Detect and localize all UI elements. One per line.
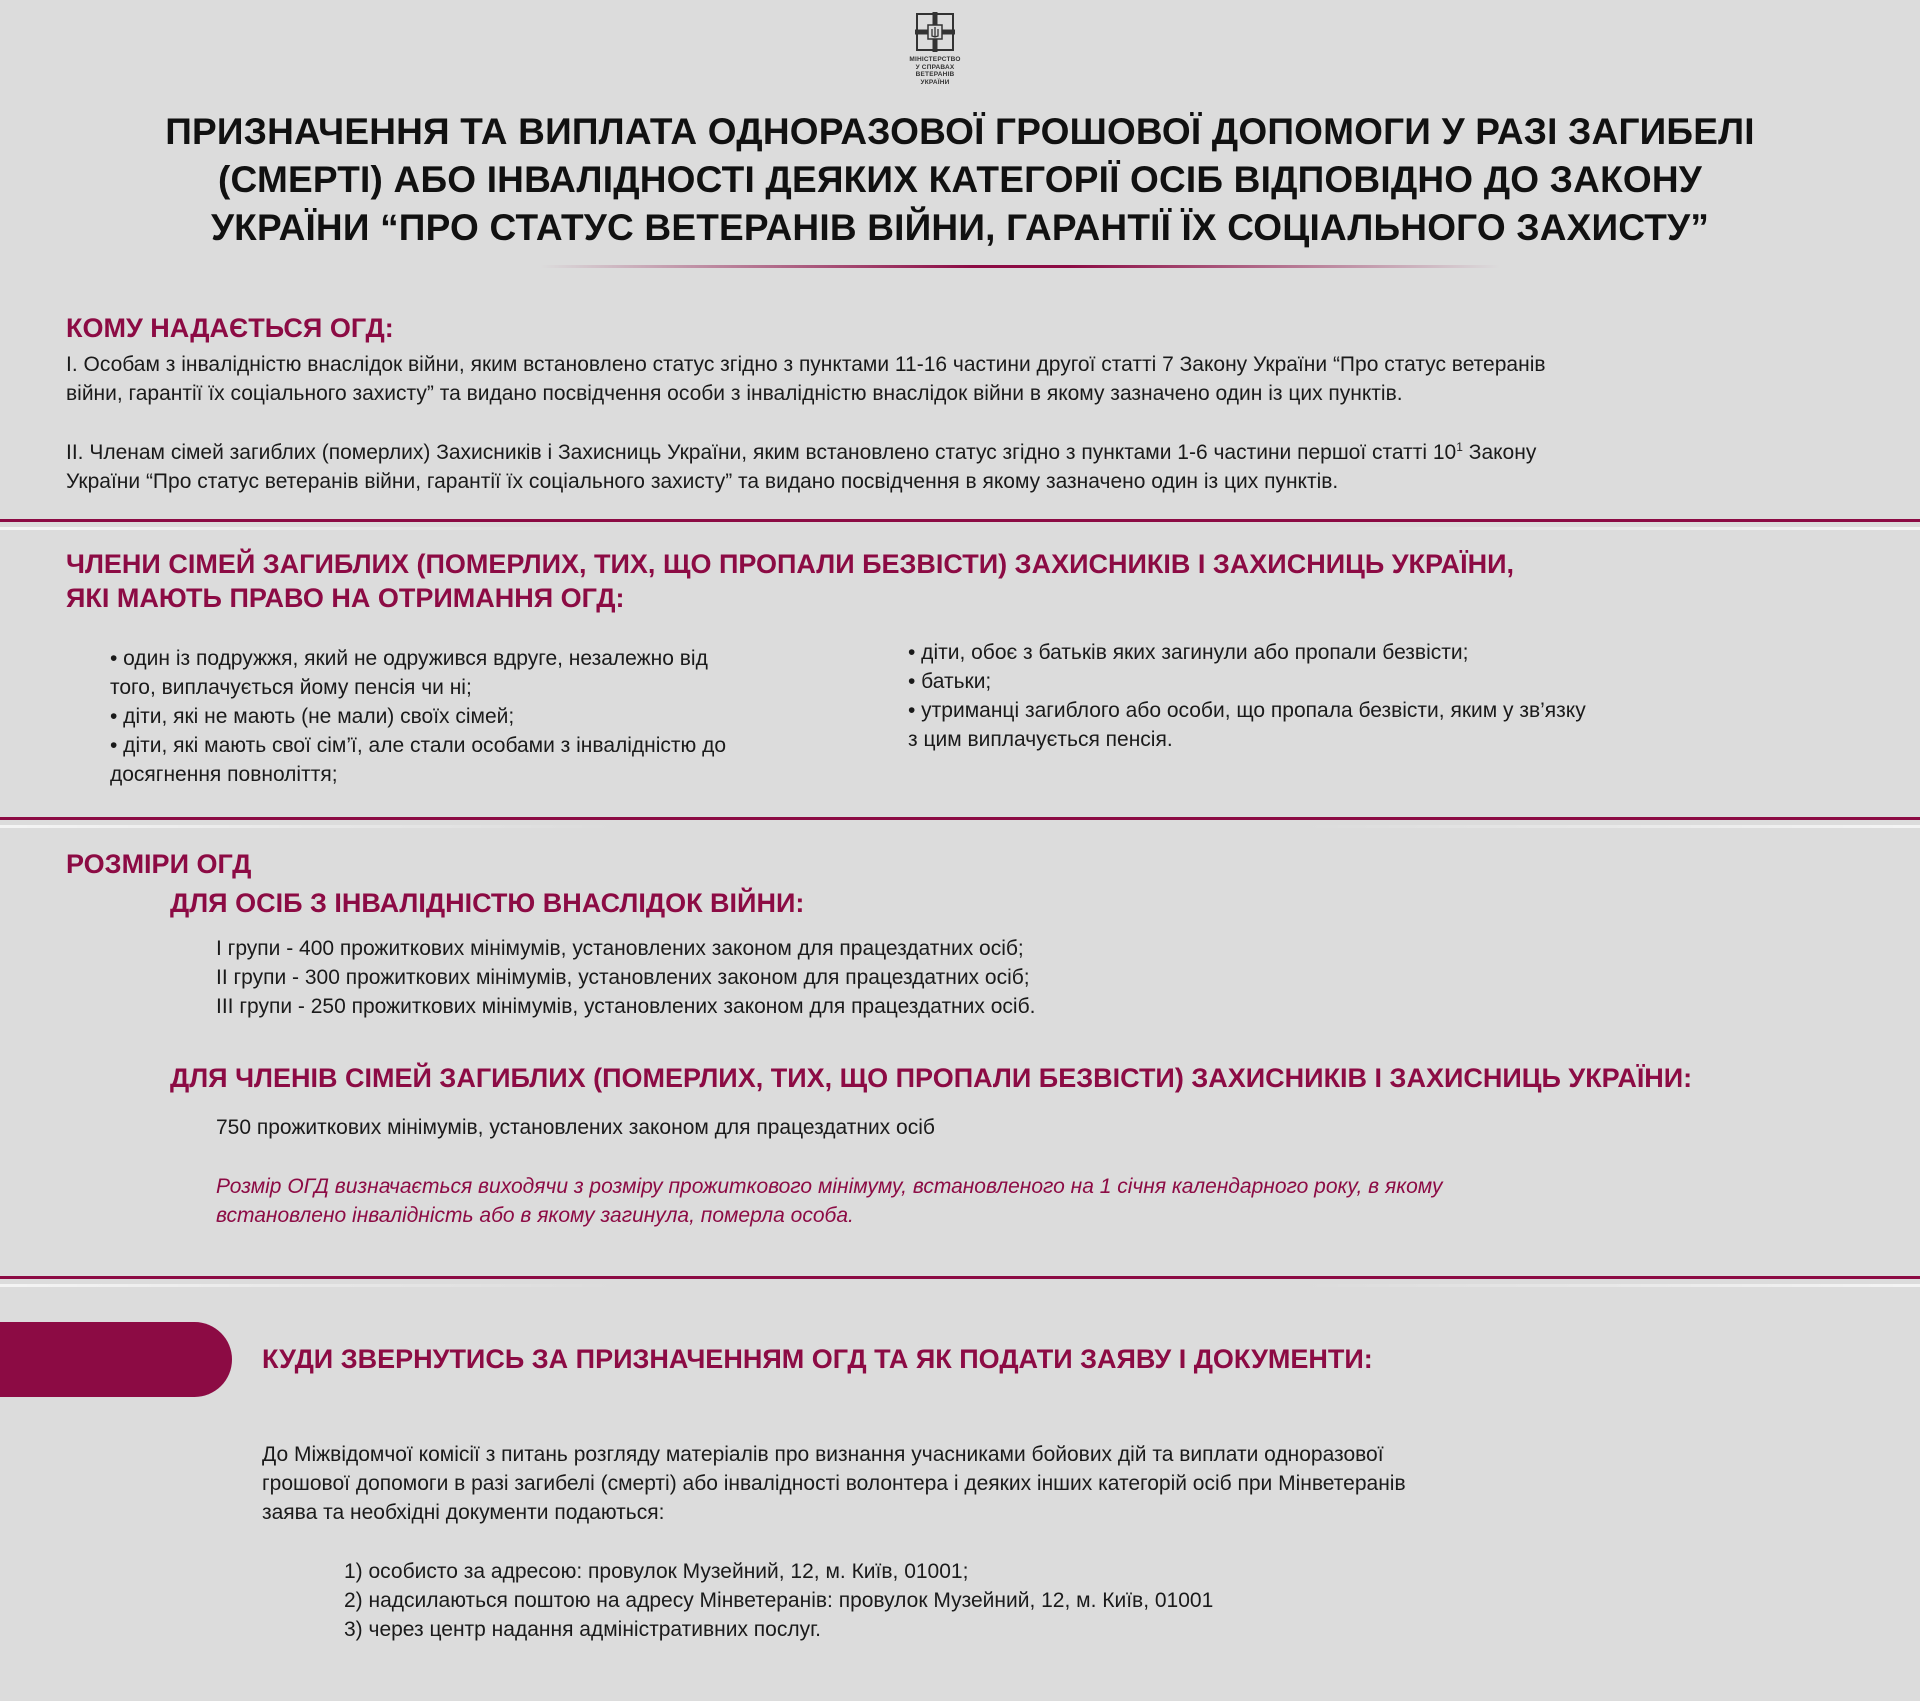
title-line: УКРАЇНИ “ПРО СТАТУС ВЕТЕРАНІВ ВІЙНИ, ГАРАНТІЇ ЇХ СОЦІАЛЬНОГО ЗАХИСТУ” <box>210 207 1710 248</box>
list-item: • один із подружжя, який не одружився вдруге, незалежно від <box>110 647 708 670</box>
option-item: 3) через центр надання адміністративних послуг. <box>344 1618 822 1641</box>
para-text: II. Членам сімей загиблих (померлих) Захисників і Захисниць України, яким встановлено статус згідно з пунктами 1-6 частини першої статті 10 <box>66 441 1457 464</box>
para-line: війни, гарантії їх соціального захисту” та видано посвідчення особи з інвалідністю внаслідок війни в якому зазначено один із цих пунктів. <box>66 382 1403 405</box>
divider-accent <box>1300 527 1920 530</box>
list-item: • діти, обоє з батьків яких загинули або пропали безвісти; <box>908 641 1469 664</box>
title-underline <box>540 265 1500 268</box>
para-line: України “Про статус ветеранів війни, гарантії їх соціального захисту” та видано посвідчення в якому зазначено один із цих пунктів. <box>66 470 1339 493</box>
family-subheading: ДЛЯ ЧЛЕНІВ СІМЕЙ ЗАГИБЛИХ (ПОМЕРЛИХ, ТИХ, ЩО ПРОПАЛИ БЕЗВІСТИ) ЗАХИСНИКІВ І ЗАХИСНИЦЬ УКРАЇНИ: <box>170 1063 1693 1093</box>
intro-line: До Міжвідомчої комісії з питань розгляду матеріалів про визнання учасниками бойових дій та виплати одноразової <box>262 1443 1384 1466</box>
ministry-logo <box>900 8 970 86</box>
section-divider <box>0 519 1920 522</box>
section-who-para1 <box>66 350 1886 408</box>
intro-line: грошової допомоги в разі загибелі (смерті) або інвалідності волонтера і деяких інших категорій осіб при Мінветеранів <box>262 1472 1406 1495</box>
divider-accent <box>1300 825 1920 828</box>
logo-line: У СПРАВАХ <box>915 63 955 71</box>
option-item: 1) особисто за адресою: провулок Музейний, 12, м. Київ, 01001; <box>344 1560 969 1583</box>
logo-line: ВЕТЕРАНІВ <box>915 71 955 78</box>
option-item: 2) надсилаються поштою на адресу Мінветеранів: провулок Музейний, 12, м. Київ, 01001 <box>344 1589 1214 1612</box>
divider-accent <box>0 527 620 530</box>
title-line: ПРИЗНАЧЕННЯ ТА ВИПЛАТА ОДНОРАЗОВОЇ ГРОШОВОЇ ДОПОМОГИ У РАЗІ ЗАГИБЕЛІ <box>165 111 1755 152</box>
list-item: з цим виплачується пенсія. <box>908 728 1173 751</box>
list-item: • батьки; <box>908 670 992 693</box>
family-amount: 750 прожиткових мінімумів, установлених законом для працездатних осіб <box>216 1116 935 1139</box>
logo-line: МІНІСТЕРСТВО <box>909 56 961 63</box>
note-line: Розмір ОГД визначається виходячи з розміру прожиткового мінімуму, встановленого на 1 січня календарного року, в якому <box>216 1175 1443 1198</box>
divider-accent <box>1300 1284 1920 1287</box>
disability-subheading: ДЛЯ ОСІБ З ІНВАЛІДНІСТЮ ВНАСЛІДОК ВІЙНИ: <box>170 888 805 918</box>
section-who-heading: КОМУ НАДАЄТЬСЯ ОГД: <box>66 313 394 343</box>
logo-line: УКРАЇНИ <box>920 78 950 86</box>
divider-accent <box>0 1284 620 1287</box>
page-title <box>60 108 1860 252</box>
title-line: (СМЕРТІ) АБО ІНВАЛІДНОСТІ ДЕЯКИХ КАТЕГОРІЇ ОСІБ ВІДПОВІДНО ДО ЗАКОНУ <box>218 159 1702 200</box>
group-line: II групи - 300 прожиткових мінімумів, установлених законом для працездатних осіб; <box>216 966 1030 989</box>
section-who-para2 <box>66 438 1886 496</box>
section-divider <box>0 1276 1920 1279</box>
group-line: III групи - 250 прожиткових мінімумів, установлених законом для працездатних осіб. <box>216 995 1036 1018</box>
disability-groups <box>216 934 1816 1021</box>
family-list-left <box>110 644 900 789</box>
article-superscript: 1 <box>1456 440 1463 454</box>
intro-line: заява та необхідні документи подаються: <box>262 1501 665 1524</box>
family-list-right <box>908 638 1828 754</box>
heading-line: ЯКІ МАЮТЬ ПРАВО НА ОТРИМАННЯ ОГД: <box>66 583 625 613</box>
divider-accent <box>0 825 620 828</box>
list-item: досягнення повноліття; <box>110 763 338 786</box>
amount-note <box>216 1172 1816 1230</box>
list-item: того, виплачується йому пенсія чи ні; <box>110 676 472 699</box>
section-family-heading <box>66 547 1886 615</box>
logo-caption <box>900 56 970 86</box>
para-text: Закону <box>1462 441 1537 464</box>
submission-options <box>344 1557 1844 1644</box>
note-line: встановлено інвалідність або в якому загинула, померла особа. <box>216 1204 854 1227</box>
group-line: I групи - 400 прожиткових мінімумів, установлених законом для працездатних осіб; <box>216 937 1024 960</box>
section-where-heading: КУДИ ЗВЕРНУТИСЬ ЗА ПРИЗНАЧЕННЯМ ОГД ТА ЯК ПОДАТИ ЗАЯВУ І ДОКУМЕНТИ: <box>262 1344 1373 1374</box>
section-marker-pill <box>0 1322 232 1397</box>
list-item: • діти, які не мають (не мали) своїх сімей; <box>110 705 515 728</box>
para-line: I. Особам з інвалідністю внаслідок війни, яким встановлено статус згідно з пунктами 11-16 частини другої статті 7 Закону України “Про статус ветеранів <box>66 353 1546 376</box>
heading-line: ЧЛЕНИ СІМЕЙ ЗАГИБЛИХ (ПОМЕРЛИХ, ТИХ, ЩО ПРОПАЛИ БЕЗВІСТИ) ЗАХИСНИКІВ І ЗАХИСНИЦЬ УКРАЇНИ, <box>66 549 1514 579</box>
para-line <box>66 438 1886 467</box>
section-divider <box>0 817 1920 820</box>
ministry-emblem-icon <box>911 8 959 56</box>
list-item: • утриманці загиблого або особи, що пропала безвісти, яким у зв’язку <box>908 699 1586 722</box>
where-intro <box>262 1440 1862 1527</box>
list-item: • діти, які мають свої сім’ї, але стали особами з інвалідністю до <box>110 734 727 757</box>
section-amounts-heading: РОЗМІРИ ОГД <box>66 849 252 879</box>
